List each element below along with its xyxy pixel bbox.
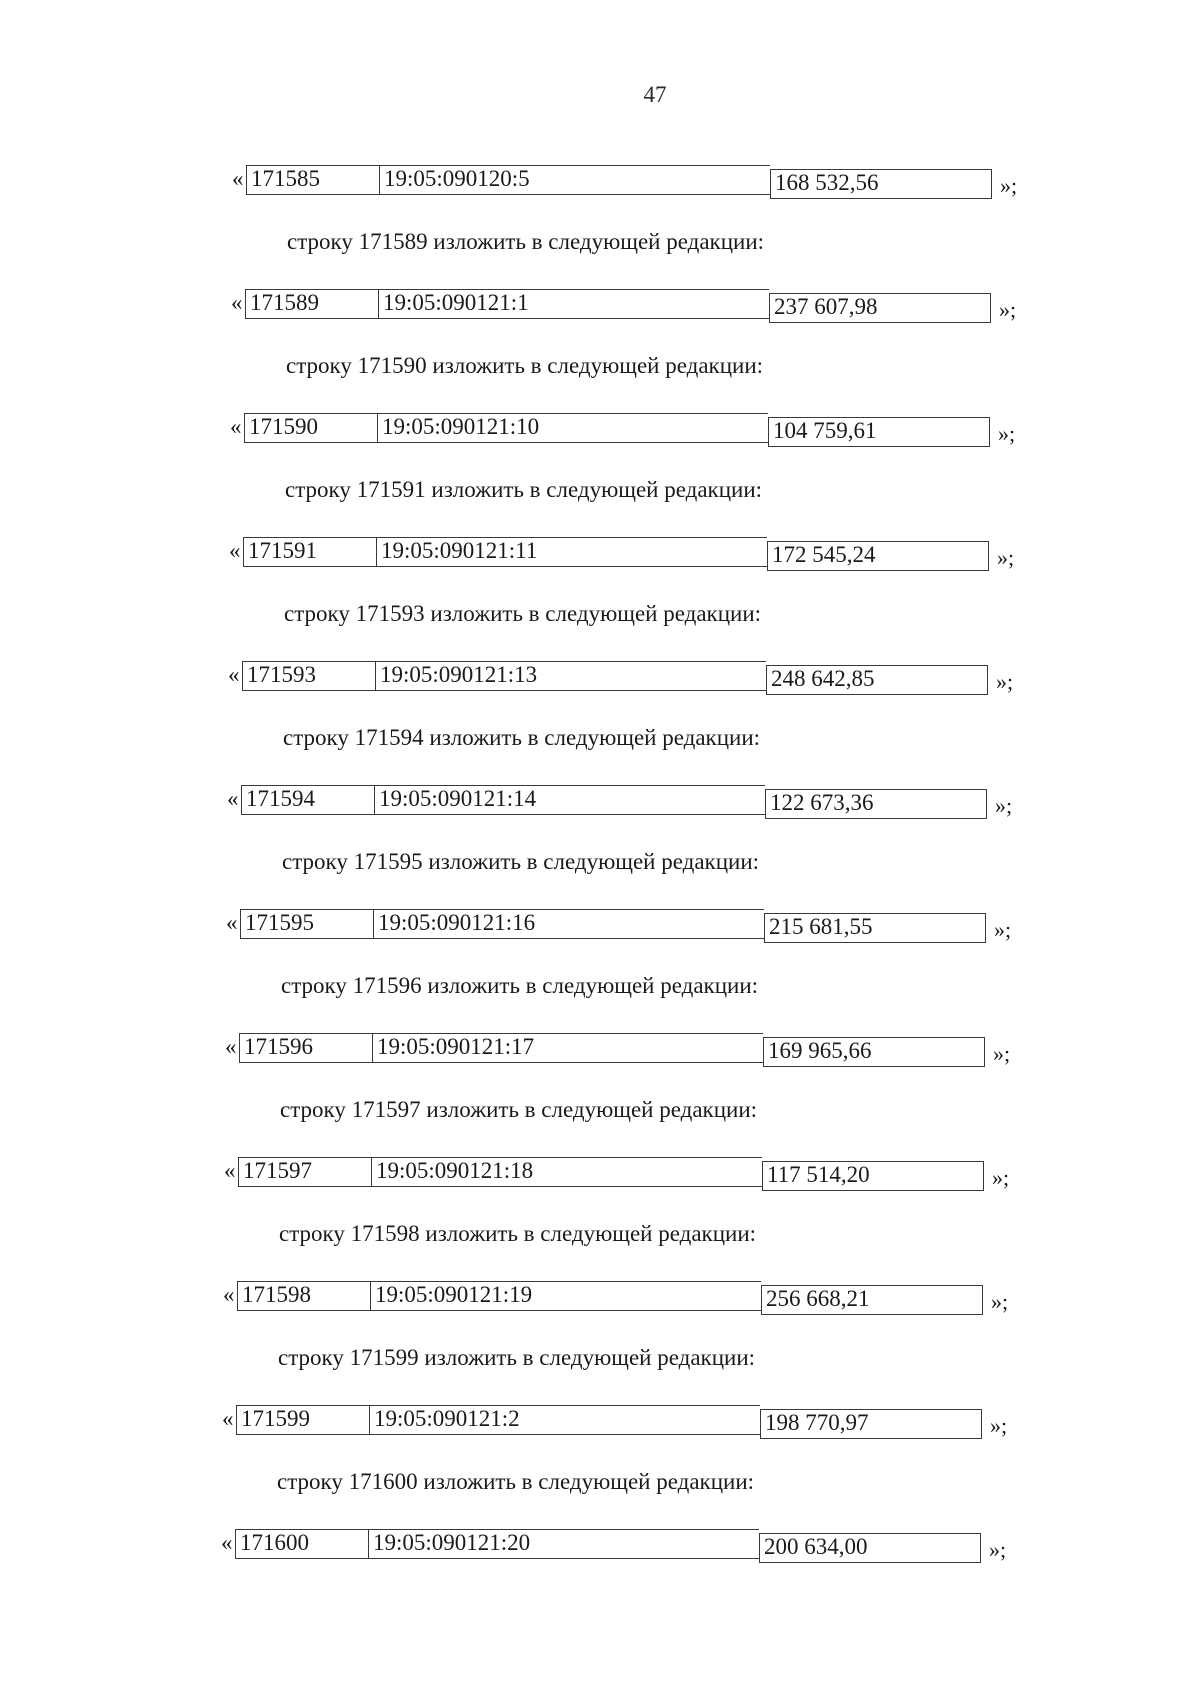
instruction-text: строку 171598 изложить в следующей редакции: [279, 1221, 757, 1246]
opening-quote: « [225, 1034, 237, 1059]
row-number-cell: 171593 [242, 661, 375, 691]
closing-quote: »; [990, 1413, 1008, 1438]
opening-quote: « [230, 414, 242, 439]
table-row [225, 1033, 1200, 1067]
row-number-cell: 171596 [239, 1033, 372, 1063]
table-row [228, 661, 1200, 695]
value-cell: 104 759,61 [768, 417, 990, 447]
table-row [227, 785, 1200, 819]
opening-quote: « [228, 662, 240, 687]
amendment-instruction [0, 1067, 1200, 1157]
amendment-instruction [0, 447, 1200, 537]
closing-quote: »; [995, 793, 1013, 818]
opening-quote: « [222, 1406, 234, 1431]
value-cell: 169 965,66 [763, 1037, 985, 1067]
cadastral-number-cell: 19:05:090121:1 [378, 289, 769, 319]
amendment-instruction [0, 819, 1200, 909]
closing-quote: »; [989, 1537, 1007, 1562]
value-cell: 256 668,21 [761, 1285, 983, 1315]
value-cell: 122 673,36 [765, 789, 987, 819]
amendment-instruction [0, 943, 1200, 1033]
instruction-text: строку 171600 изложить в следующей редакции: [277, 1469, 755, 1494]
table-row [221, 1529, 1200, 1563]
amendment-instruction [0, 571, 1200, 661]
cadastral-number-cell: 19:05:090121:16 [373, 909, 764, 939]
table-row [229, 537, 1200, 571]
opening-quote: « [221, 1530, 233, 1555]
table-row [230, 413, 1200, 447]
opening-quote: « [227, 786, 239, 811]
amendment-instruction [0, 695, 1200, 785]
table-row [232, 165, 1200, 199]
instruction-text: строку 171593 изложить в следующей редакции: [284, 601, 762, 626]
row-number-cell: 171598 [237, 1281, 370, 1311]
cadastral-number-cell: 19:05:090121:10 [377, 413, 768, 443]
table-row [222, 1405, 1200, 1439]
cadastral-number-cell: 19:05:090121:18 [371, 1157, 762, 1187]
value-cell: 168 532,56 [770, 169, 992, 199]
value-cell: 248 642,85 [766, 665, 988, 695]
closing-quote: »; [992, 1165, 1010, 1190]
opening-quote: « [226, 910, 238, 935]
row-number-cell: 171599 [236, 1405, 369, 1435]
value-cell: 200 634,00 [759, 1533, 981, 1563]
cadastral-number-cell: 19:05:090121:11 [376, 537, 767, 567]
amendment-list [0, 165, 1200, 1563]
closing-quote: »; [994, 917, 1012, 942]
row-number-cell: 171589 [245, 289, 378, 319]
value-cell: 198 770,97 [760, 1409, 982, 1439]
instruction-text: строку 171591 изложить в следующей редакции: [285, 477, 763, 502]
table-row [231, 289, 1200, 323]
amendment-instruction [0, 1315, 1200, 1405]
value-cell: 237 607,98 [769, 293, 991, 323]
closing-quote: »; [997, 545, 1015, 570]
closing-quote: »; [993, 1041, 1011, 1066]
cadastral-number-cell: 19:05:090121:2 [369, 1405, 760, 1435]
instruction-text: строку 171599 изложить в следующей редакции: [278, 1345, 756, 1370]
row-number-cell: 171585 [246, 165, 379, 195]
closing-quote: »; [1000, 173, 1018, 198]
value-cell: 117 514,20 [762, 1161, 984, 1191]
table-row [223, 1281, 1200, 1315]
instruction-text: строку 171590 изложить в следующей редакции: [286, 353, 764, 378]
value-cell: 215 681,55 [764, 913, 986, 943]
amendment-instruction [0, 199, 1200, 289]
closing-quote: »; [996, 669, 1014, 694]
row-number-cell: 171590 [244, 413, 377, 443]
opening-quote: « [232, 166, 244, 191]
row-number-cell: 171595 [240, 909, 373, 939]
instruction-text: строку 171589 изложить в следующей редакции: [287, 229, 765, 254]
opening-quote: « [224, 1158, 236, 1183]
closing-quote: »; [991, 1289, 1009, 1314]
cadastral-number-cell: 19:05:090121:20 [368, 1529, 759, 1559]
closing-quote: »; [998, 421, 1016, 446]
amendment-instruction [0, 323, 1200, 413]
cadastral-number-cell: 19:05:090121:13 [375, 661, 766, 691]
opening-quote: « [231, 290, 243, 315]
instruction-text: строку 171597 изложить в следующей редакции: [280, 1097, 758, 1122]
amendment-instruction [0, 1439, 1200, 1529]
instruction-text: строку 171594 изложить в следующей редакции: [283, 725, 761, 750]
value-cell: 172 545,24 [767, 541, 989, 571]
closing-quote: »; [999, 297, 1017, 322]
cadastral-number-cell: 19:05:090120:5 [379, 165, 770, 195]
row-number-cell: 171597 [238, 1157, 371, 1187]
cadastral-number-cell: 19:05:090121:17 [372, 1033, 763, 1063]
opening-quote: « [223, 1282, 235, 1307]
table-row [224, 1157, 1200, 1191]
instruction-text: строку 171595 изложить в следующей редакции: [282, 849, 760, 874]
instruction-text: строку 171596 изложить в следующей редакции: [281, 973, 759, 998]
table-row [226, 909, 1200, 943]
cadastral-number-cell: 19:05:090121:19 [370, 1281, 761, 1311]
amendment-instruction [0, 1191, 1200, 1281]
page-number: 47 [643, 82, 667, 107]
row-number-cell: 171600 [235, 1529, 368, 1559]
row-number-cell: 171594 [241, 785, 374, 815]
opening-quote: « [229, 538, 241, 563]
cadastral-number-cell: 19:05:090121:14 [374, 785, 765, 815]
row-number-cell: 171591 [243, 537, 376, 567]
